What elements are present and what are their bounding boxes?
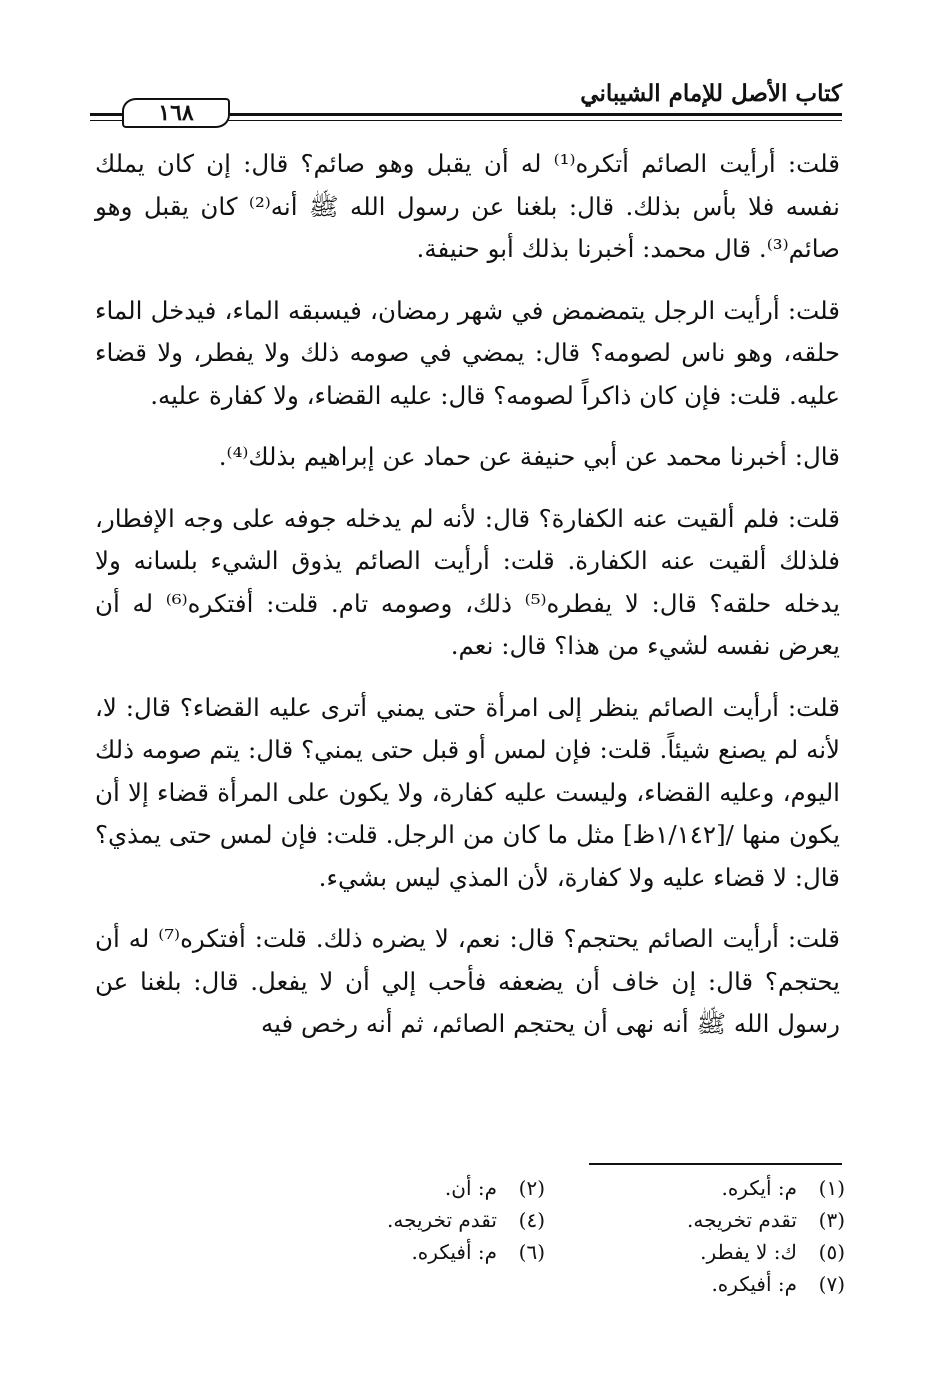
- book-title: كتاب الأصل للإمام الشيباني: [580, 80, 842, 107]
- footnote-text: ك: لا يفطر.: [700, 1240, 797, 1264]
- footnote-number: (١): [818, 1176, 845, 1200]
- footnotes: [280, 1172, 845, 1300]
- footnote-item: [545, 1268, 845, 1300]
- main-text: [95, 143, 840, 1065]
- footnote-separator: [589, 1163, 842, 1165]
- footnote-number: (٧): [818, 1272, 845, 1296]
- footnote-number: (٤): [518, 1208, 545, 1232]
- footnote-text: تقدم تخريجه.: [687, 1208, 797, 1232]
- footnote-item: [280, 1172, 545, 1204]
- footnote-item: [545, 1236, 845, 1268]
- footnote-number: (٦): [518, 1240, 545, 1264]
- paragraph: قلت: أرأيت الصائم يحتجم؟ قال: نعم، لا يضره ذلك. قلت: أفتكره⁽⁷⁾ له أن يحتجم؟ قال: إن خاف أن يضعفه فأحب إلي أن لا يفعل. قال: بلغنا عن رسول الله ﷺ أنه نهى أن يحتجم الصائم، ثم أنه رخص فيه: [95, 924, 840, 1038]
- paragraph: قال: أخبرنا محمد عن أبي حنيفة عن حماد عن إبراهيم بذلك⁽⁴⁾.: [218, 442, 840, 471]
- footnote-item: [545, 1172, 845, 1204]
- page-number: ١٦٨: [158, 100, 194, 126]
- footnote-text: م: أن.: [444, 1176, 497, 1200]
- footnote-text: م: أيكره.: [721, 1176, 797, 1200]
- paragraph: قلت: أرأيت الرجل يتمضمض في شهر رمضان، فيسبقه الماء، فيدخل الماء حلقه، وهو ناس لصومه؟ قال: يمضي في صومه ذلك ولا يفطر، ولا قضاء عليه. قلت: فإن كان ذاكراً لصومه؟ قال: عليه القضاء، ولا كفارة عليه.: [95, 295, 840, 410]
- footnote-item: [280, 1204, 545, 1236]
- paragraph: قلت: أرأيت الصائم أتكره⁽¹⁾ له أن يقبل وهو صائم؟ قال: إن كان يملك نفسه فلا بأس بذلك. قال: بلغنا عن رسول الله ﷺ أنه⁽²⁾ كان يقبل وهو صائم⁽³⁾. قال محمد: أخبرنا بذلك أبو حنيفة.: [95, 149, 840, 263]
- footnote-text: م: أفيكره.: [411, 1240, 497, 1264]
- page-number-badge: [122, 98, 230, 128]
- page-header: [90, 72, 842, 132]
- footnote-text: تقدم تخريجه.: [387, 1208, 497, 1232]
- footnote-number: (٢): [518, 1176, 545, 1200]
- footnote-number: (٥): [818, 1240, 845, 1264]
- paragraph: قلت: أرأيت الصائم ينظر إلى امرأة حتى يمني أترى عليه القضاء؟ قال: لا، لأنه لم يصنع شيئاً. قلت: فإن لمس أو قبل حتى يمني؟ قال: يتم صومه ذلك اليوم، وعليه القضاء، وليست عليه كفارة، ولا يكون على المرأة قضاء إلا أن يكون منها /[١/١٤٢ظ] مثل ما كان من الرجل. قلت: فإن لمس حتى يمذي؟ قال: لا قضاء عليه ولا كفارة، لأن المذي ليس بشيء.: [95, 692, 840, 892]
- paragraph: قلت: فلم ألقيت عنه الكفارة؟ قال: لأنه لم يدخله جوفه على وجه الإفطار، فلذلك ألقيت عنه الكفارة. قلت: أرأيت الصائم يذوق الشيء بلسانه ولا يدخله حلقه؟ قال: لا يفطره⁽⁵⁾ ذلك، وصومه تام. قلت: أفتكره⁽⁶⁾ له أن يعرض نفسه لشيء من هذا؟ قال: نعم.: [95, 503, 840, 660]
- footnote-number: (٣): [818, 1208, 845, 1232]
- footnote-text: م: أفيكره.: [711, 1272, 797, 1296]
- footnote-item: [545, 1204, 845, 1236]
- footnote-item: [280, 1236, 545, 1268]
